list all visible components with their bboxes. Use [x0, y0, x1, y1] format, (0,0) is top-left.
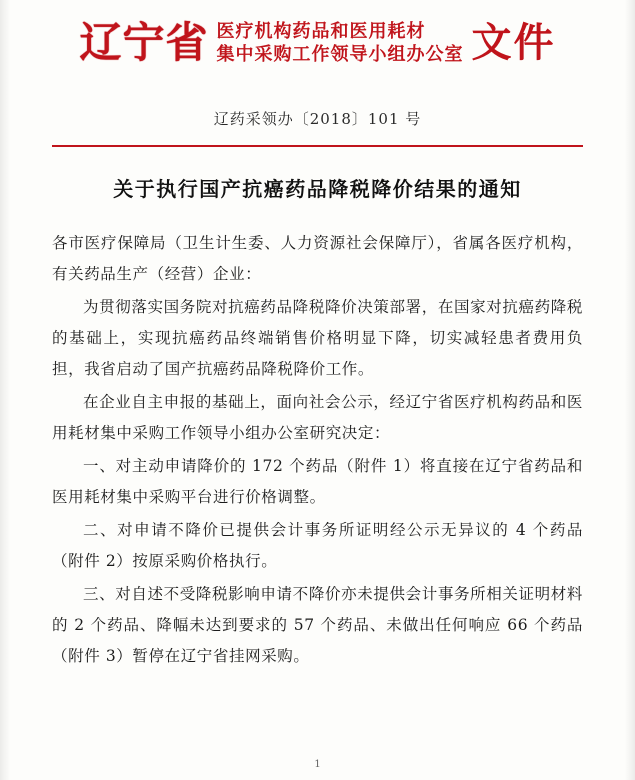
- masthead-org-line-1: 医疗机构药品和医用耗材: [216, 20, 426, 42]
- page-number: 1: [314, 759, 321, 770]
- body-paragraph-2: 为贯彻落实国务院对抗癌药品降税降价决策部署，在国家对抗癌药降税的基础上，实现抗癌药品终端销售价格明显下降，切实减轻患者费用负担，我省启动了国产抗癌药品降税降价工作。: [52, 298, 583, 378]
- body-paragraph-4: 一、对主动申请降价的 172 个药品（附件 1）将直接在辽宁省药品和医用耗材集中采购平台进行价格调整。: [52, 457, 583, 506]
- document-body: [52, 228, 583, 672]
- masthead-province: 辽宁省: [79, 18, 209, 67]
- body-paragraph-3: 在企业自主申报的基础上，面向社会公示，经辽宁省医疗机构药品和医用耗材集中采购工作领导小组办公室研究决定：: [52, 393, 583, 442]
- red-separator-rule: [52, 145, 583, 147]
- body-paragraph-1: 各市医疗保障局（卫生计生委、人力资源社会保障厅），省属各医疗机构，有关药品生产（经营）企业：: [52, 234, 583, 283]
- page-title: 关于执行国产抗癌药品降税降价结果的通知: [113, 177, 522, 201]
- document-number: 辽药采领办〔2018〕101 号: [213, 110, 422, 128]
- body-paragraph-6: 三、对自述不受降税影响申请不降价亦未提供会计事务所相关证明材料的 2 个药品、降幅未达到要求的 57 个药品、未做出任何响应 66 个药品（附件 3）暂停在辽宁省挂网采购。: [52, 585, 583, 665]
- masthead-org-line-2: 集中采购工作领导小组办公室: [216, 43, 464, 65]
- page-edge-shadow-left: [0, 0, 10, 780]
- page-edge-shadow-right: [625, 0, 635, 780]
- body-paragraph-5: 二、对申请不降价已提供会计事务所证明经公示无异议的 4 个药品（附件 2）按原采购价格执行。: [52, 521, 583, 570]
- document-masthead: [52, 0, 583, 67]
- masthead-document-word: 文件: [471, 19, 556, 66]
- masthead-organization: [216, 20, 464, 65]
